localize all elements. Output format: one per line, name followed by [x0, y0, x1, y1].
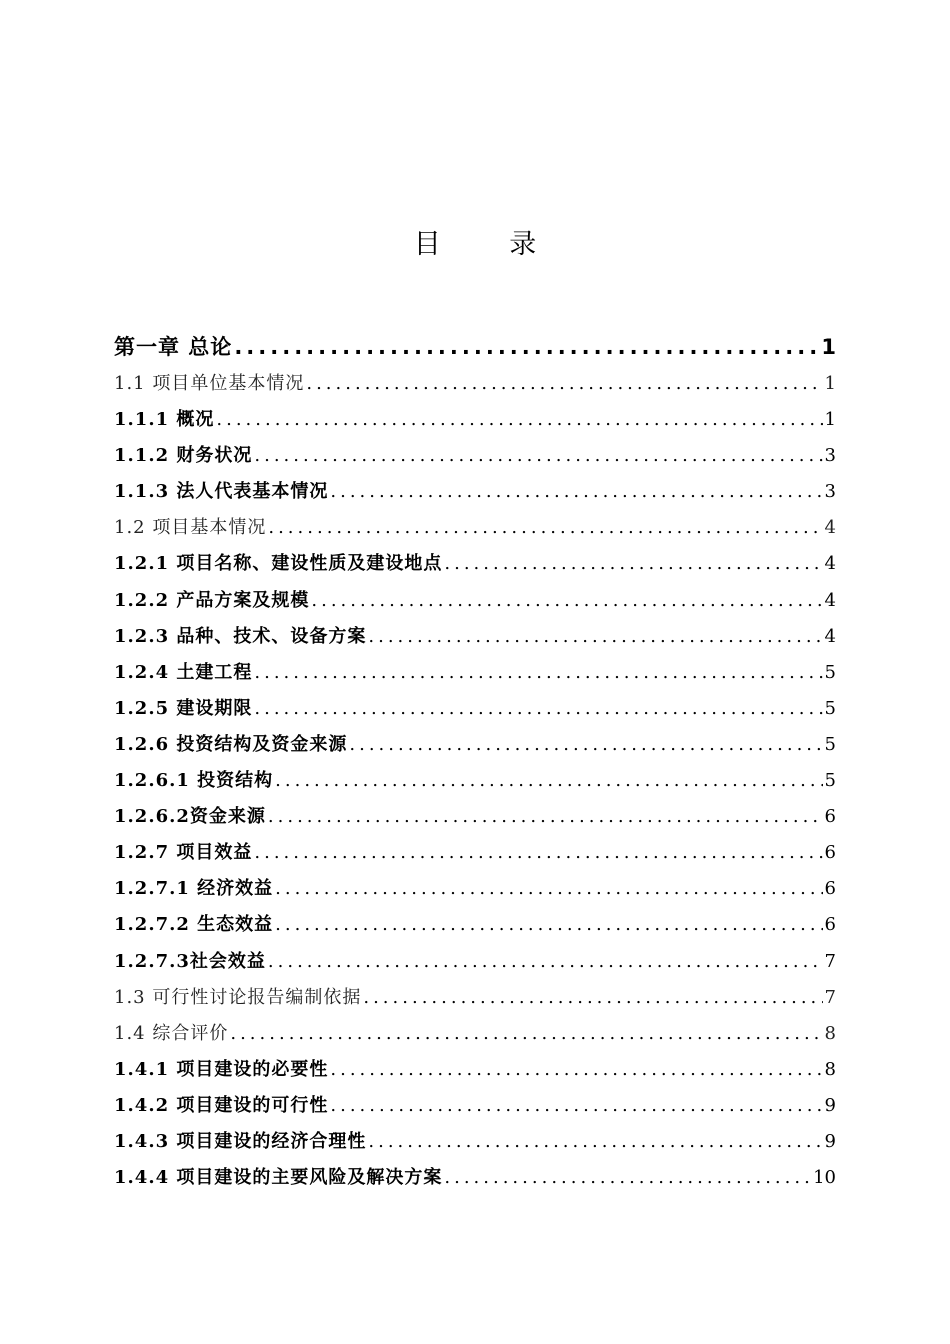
toc-entry-label: 1.2.6 投资结构及资金来源: [114, 733, 348, 755]
toc-entry[interactable]: [114, 405, 836, 441]
toc-entry-label: 1.2.2 产品方案及规模: [114, 589, 310, 611]
dot-leader: [234, 335, 819, 359]
toc-entry-page: 8: [824, 1058, 836, 1080]
dot-leader: [254, 842, 822, 863]
toc-entry[interactable]: [114, 730, 836, 766]
dot-leader: [349, 734, 822, 755]
toc-entry-label: 1.4.2 项目建设的可行性: [114, 1094, 329, 1116]
toc-entry-page: 7: [824, 950, 836, 972]
toc-entry-page: 4: [824, 517, 836, 539]
toc-entry-page: 6: [824, 878, 836, 900]
toc-entry-label: 1.3 可行性讨论报告编制依据: [114, 986, 362, 1008]
toc-entry-page: 6: [824, 914, 836, 936]
toc-entry-page: 8: [824, 1022, 836, 1044]
toc-entry[interactable]: [114, 513, 836, 549]
dot-leader: [268, 951, 823, 972]
toc-entry-page: 6: [824, 806, 836, 828]
toc-entry-page: 5: [824, 661, 836, 683]
toc-entry[interactable]: [114, 1091, 836, 1127]
toc-entry-page: 3: [824, 481, 836, 503]
dot-leader: [254, 698, 822, 719]
toc-entry-page: 5: [824, 697, 836, 719]
toc-entry[interactable]: [114, 477, 836, 513]
toc-entry[interactable]: [114, 331, 836, 369]
dot-leader: [444, 553, 822, 574]
toc-list: [114, 331, 836, 1199]
toc-entry-page: 10: [813, 1167, 836, 1189]
toc-entry-page: 5: [824, 770, 836, 792]
dot-leader: [268, 517, 822, 538]
toc-entry[interactable]: [114, 838, 836, 874]
toc-entry[interactable]: [114, 658, 836, 694]
toc-entry-label: 1.4.4 项目建设的主要风险及解决方案: [114, 1167, 443, 1189]
dot-leader: [230, 1023, 822, 1044]
toc-entry-label: 1.2.6.2资金来源: [114, 806, 266, 828]
toc-entry[interactable]: [114, 802, 836, 838]
toc-entry-label: 1.4 综合评价: [114, 1022, 229, 1044]
toc-entry-page: 1: [821, 335, 836, 359]
dot-leader: [306, 373, 822, 394]
toc-entry[interactable]: [114, 694, 836, 730]
toc-entry-page: 4: [824, 553, 836, 575]
dot-leader: [368, 626, 822, 647]
toc-title: 目 录: [413, 229, 567, 260]
toc-entry[interactable]: [114, 947, 836, 983]
dot-leader: [311, 590, 822, 611]
toc-entry-label: 1.2.1 项目名称、建设性质及建设地点: [114, 553, 443, 575]
toc-entry-page: 9: [824, 1094, 836, 1116]
toc-entry-label: 1.2.7.3社会效益: [114, 950, 266, 972]
dot-leader: [330, 481, 822, 502]
toc-entry[interactable]: [114, 441, 836, 477]
toc-entry-page: 7: [824, 986, 836, 1008]
toc-entry-label: 1.2.3 品种、技术、设备方案: [114, 625, 367, 647]
dot-leader: [368, 1131, 822, 1152]
dot-leader: [216, 409, 822, 430]
toc-entry-label: 1.4.1 项目建设的必要性: [114, 1058, 329, 1080]
toc-entry-label: 1.1.1 概况: [114, 409, 215, 431]
toc-entry-label: 1.2.4 土建工程: [114, 661, 253, 683]
toc-entry[interactable]: [114, 369, 836, 405]
toc-entry-page: 3: [824, 445, 836, 467]
toc-entry-label: 1.1 项目单位基本情况: [114, 373, 305, 394]
toc-entry[interactable]: [114, 586, 836, 622]
toc-entry[interactable]: [114, 983, 836, 1019]
toc-entry-label: 第一章 总论: [114, 335, 233, 359]
toc-entry-page: 4: [824, 625, 836, 647]
dot-leader: [275, 878, 822, 899]
dot-leader: [275, 770, 822, 791]
toc-entry[interactable]: [114, 1163, 836, 1199]
toc-entry[interactable]: [114, 874, 836, 910]
toc-entry[interactable]: [114, 1127, 836, 1163]
toc-entry-label: 1.2.5 建设期限: [114, 697, 253, 719]
toc-entry-page: 4: [824, 589, 836, 611]
toc-entry-page: 1: [824, 373, 836, 394]
toc-entry[interactable]: [114, 766, 836, 802]
toc-entry[interactable]: [114, 910, 836, 946]
dot-leader: [254, 662, 822, 683]
toc-entry-label: 1.4.3 项目建设的经济合理性: [114, 1130, 367, 1152]
toc-entry[interactable]: [114, 1019, 836, 1055]
toc-entry-page: 1: [824, 409, 836, 431]
dot-leader: [268, 806, 823, 827]
dot-leader: [330, 1095, 822, 1116]
toc-entry[interactable]: [114, 622, 836, 658]
toc-entry-label: 1.2 项目基本情况: [114, 517, 267, 539]
dot-leader: [254, 445, 822, 466]
toc-entry-label: 1.2.7 项目效益: [114, 842, 253, 864]
dot-leader: [275, 914, 822, 935]
toc-entry-page: 5: [824, 733, 836, 755]
toc-entry-page: 9: [824, 1130, 836, 1152]
toc-entry-label: 1.1.3 法人代表基本情况: [114, 481, 329, 503]
dot-leader: [330, 1059, 822, 1080]
toc-entry-label: 1.2.6.1 投资结构: [114, 770, 274, 792]
toc-entry[interactable]: [114, 1055, 836, 1091]
toc-entry[interactable]: [114, 549, 836, 585]
toc-entry-page: 6: [824, 842, 836, 864]
toc-entry-label: 1.1.2 财务状况: [114, 445, 253, 467]
toc-entry-label: 1.2.7.2 生态效益: [114, 914, 274, 936]
dot-leader: [444, 1167, 811, 1188]
dot-leader: [363, 987, 822, 1008]
toc-entry-label: 1.2.7.1 经济效益: [114, 878, 274, 900]
